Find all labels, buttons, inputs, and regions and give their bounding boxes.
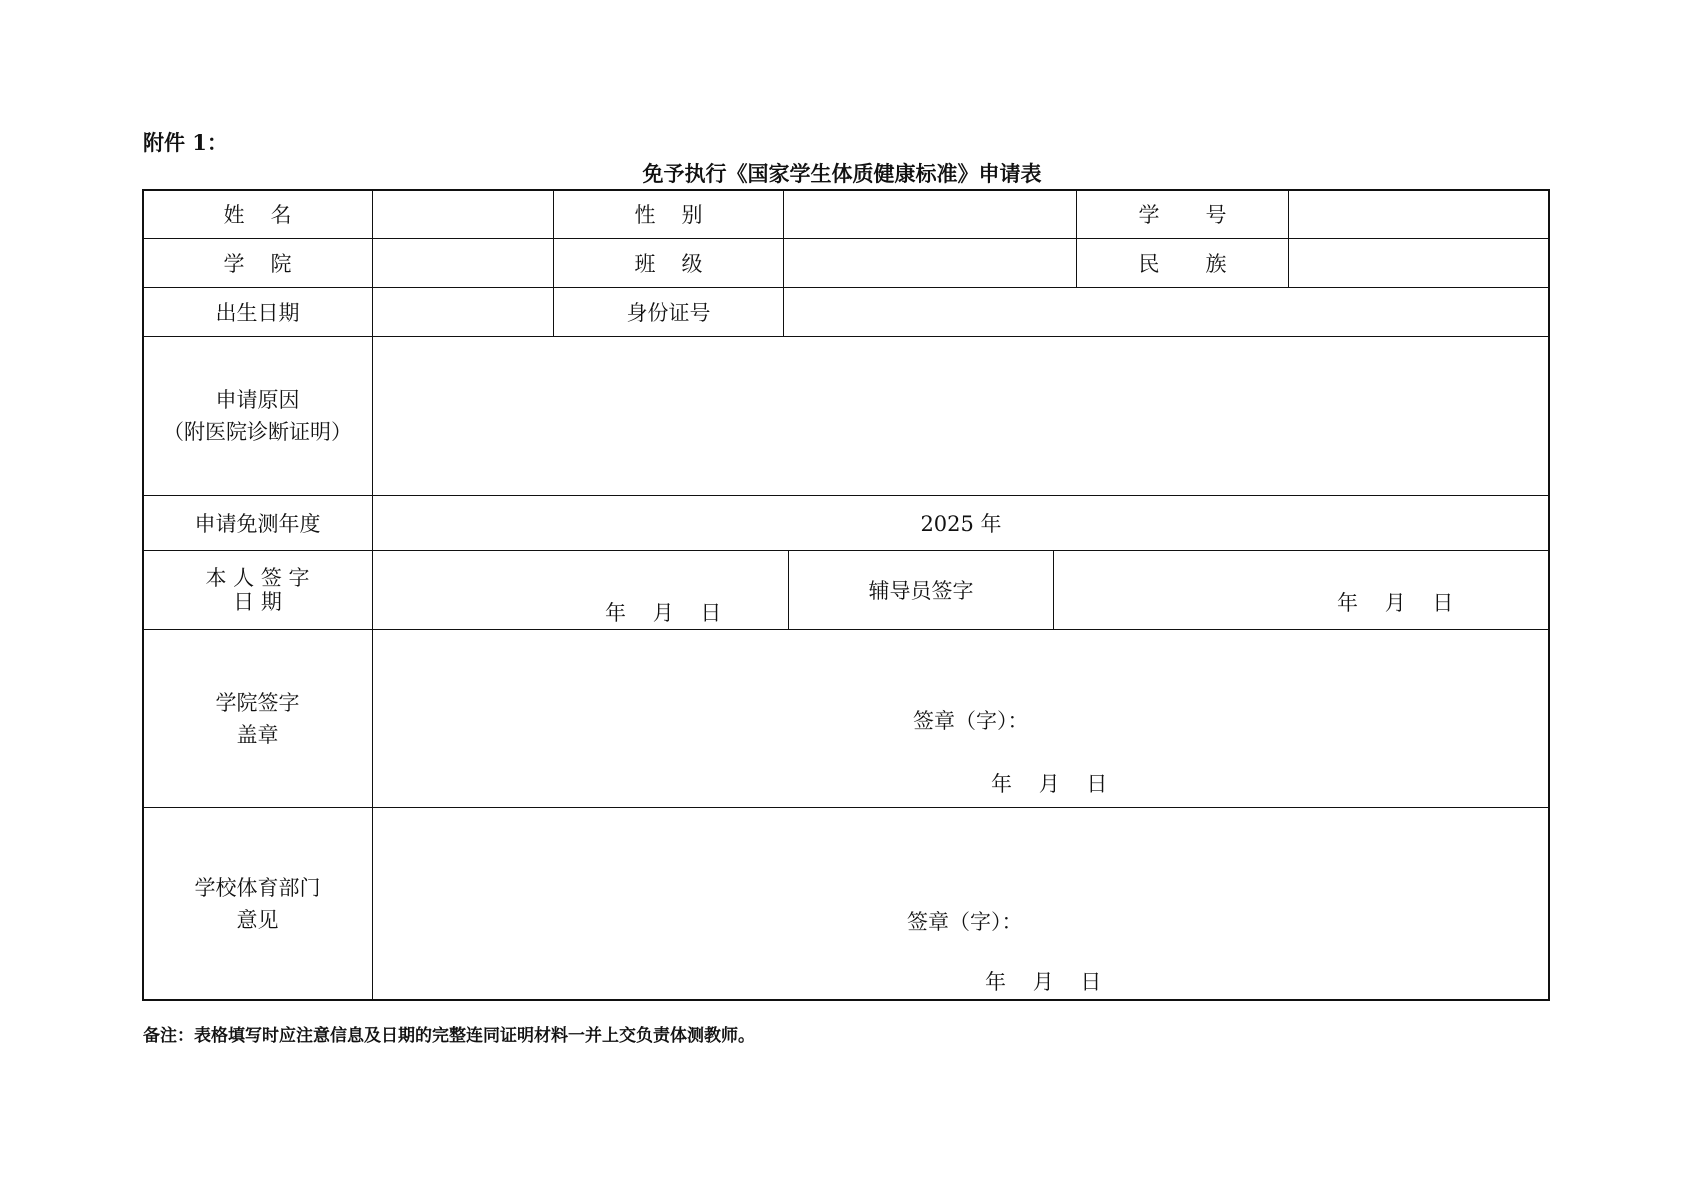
label-pe-dept-line2: 意见 — [236, 908, 279, 932]
pe-dept-date: 年 月 日 — [985, 970, 1102, 994]
input-student-id[interactable] — [1288, 189, 1550, 239]
label-birth-date: 出生日期 — [142, 287, 373, 337]
label-gender: 性别 — [553, 189, 784, 239]
form-title: 免予执行《国家学生体质健康标准》申请表 — [642, 161, 1042, 186]
college-seal-label: 签章（字）： — [913, 709, 1029, 733]
label-reason-line1: 申请原因 — [215, 388, 300, 412]
counselor-sign-field[interactable] — [1053, 550, 1550, 630]
label-pe-dept — [142, 807, 373, 1001]
pe-dept-seal-label: 签章（字）： — [907, 910, 1023, 934]
label-exempt-year: 申请免测年度 — [142, 495, 373, 551]
self-sign-date: 年 月 日 — [605, 601, 722, 625]
input-class[interactable] — [783, 238, 1077, 288]
label-name: 姓名 — [142, 189, 373, 239]
attachment-label: 附件 1： — [143, 130, 228, 155]
input-ethnicity[interactable] — [1288, 238, 1550, 288]
label-college-sign-line1: 学院签字 — [215, 690, 300, 715]
label-college-sign — [142, 629, 373, 808]
college-sign-field[interactable] — [372, 629, 1550, 808]
footnote: 备注：表格填写时应注意信息及日期的完整连同证明材料一并上交负责体测教师。 — [143, 1026, 755, 1046]
label-college-sign-line2: 盖章 — [236, 722, 279, 747]
label-id-number: 身份证号 — [553, 287, 784, 337]
input-id-number[interactable] — [783, 287, 1550, 337]
college-sign-date: 年 月 日 — [991, 772, 1108, 796]
self-sign-field[interactable] — [372, 550, 789, 630]
label-class: 班级 — [553, 238, 784, 288]
input-gender[interactable] — [783, 189, 1077, 239]
label-reason-line2: （附医院诊断证明） — [163, 420, 352, 444]
label-self-sign-line2: 日 期 — [233, 590, 282, 614]
input-reason[interactable] — [372, 336, 1550, 496]
pe-dept-field[interactable] — [372, 807, 1550, 1001]
input-college[interactable] — [372, 238, 554, 288]
label-ethnicity: 民族 — [1076, 238, 1289, 288]
counselor-sign-date: 年 月 日 — [1337, 591, 1454, 615]
label-student-id: 学号 — [1076, 189, 1289, 239]
label-self-sign-line1: 本 人 签 字 — [205, 566, 310, 590]
label-reason — [142, 336, 373, 496]
label-self-sign — [142, 550, 373, 630]
input-birth-date[interactable] — [372, 287, 554, 337]
input-name[interactable] — [372, 189, 554, 239]
label-counselor-sign: 辅导员签字 — [788, 550, 1054, 630]
exempt-year-value: 2025 年 — [372, 495, 1550, 551]
label-pe-dept-line1: 学校体育部门 — [194, 876, 321, 900]
label-college: 学院 — [142, 238, 373, 288]
